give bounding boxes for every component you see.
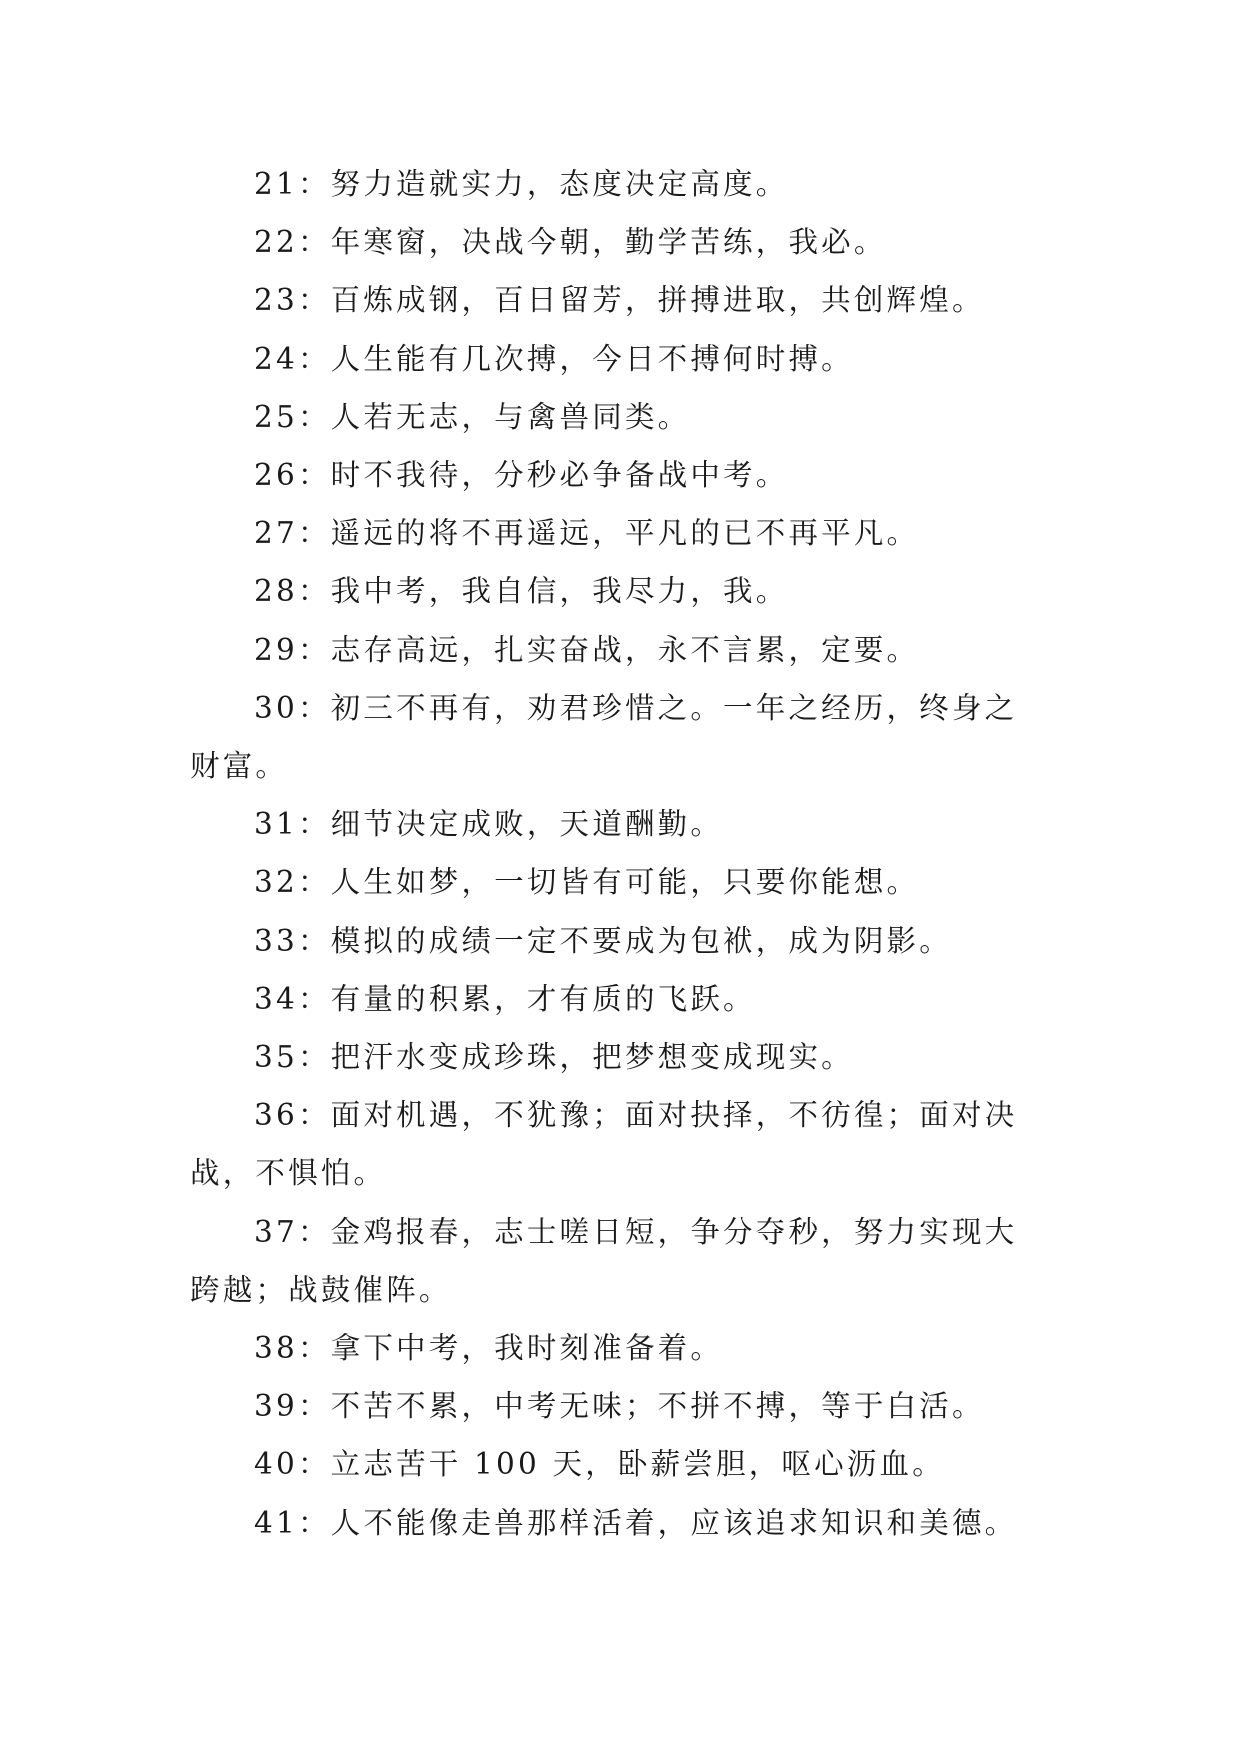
list-item: 25：人若无志，与禽兽同类。 — [254, 399, 691, 434]
list-item: 35：把汗水变成珍珠，把梦想变成现实。 — [254, 1040, 854, 1075]
list-item: 31：细节决定成败，天道酬勤。 — [254, 807, 724, 842]
list-item: 23：百炼成钢，百日留芳，拼搏进取，共创辉煌。 — [254, 283, 985, 318]
list-item: 30：初三不再有，劝君珍惜之。一年之经历，终身之财富。 — [190, 690, 1018, 784]
list-item: 36：面对机遇，不犹豫；面对抉择，不彷徨；面对决战，不惧怕。 — [190, 1098, 1018, 1191]
list-item: 33：模拟的成绩一定不要成为包袱，成为阴影。 — [254, 923, 952, 958]
list-item: 40：立志苦干 100 天，卧薪尝胆，呕心沥血。 — [254, 1447, 945, 1482]
list-item: 22：年寒窗，决战今朝，勤学苦练，我必。 — [254, 225, 887, 260]
list-item: 37：金鸡报春，志士嗟日短，争分夺秒，努力实现大跨越；战鼓催阵。 — [190, 1214, 1018, 1307]
list-item: 29：志存高远，扎实奋战，永不言累，定要。 — [254, 632, 920, 667]
list-item: 28：我中考，我自信，我尽力，我。 — [254, 574, 789, 609]
list-item: 38：拿下中考，我时刻准备着。 — [254, 1331, 724, 1366]
list-item: 24：人生能有几次搏，今日不搏何时搏。 — [254, 341, 854, 376]
list-item: 39：不苦不累，中考无味；不拼不搏，等于白活。 — [254, 1389, 985, 1424]
list-item: 21：努力造就实力，态度决定高度。 — [254, 167, 789, 201]
document-body — [190, 155, 1050, 1552]
list-item: 27：遥远的将不再遥远，平凡的已不再平凡。 — [254, 516, 920, 551]
list-item: 32：人生如梦，一切皆有可能，只要你能想。 — [254, 865, 920, 900]
list-item: 34：有量的积累，才有质的飞跃。 — [254, 981, 756, 1016]
list-item: 26：时不我待，分秒必争备战中考。 — [254, 458, 789, 493]
list-item: 41：人不能像走兽那样活着，应该追求知识和美德。 — [254, 1505, 1018, 1540]
